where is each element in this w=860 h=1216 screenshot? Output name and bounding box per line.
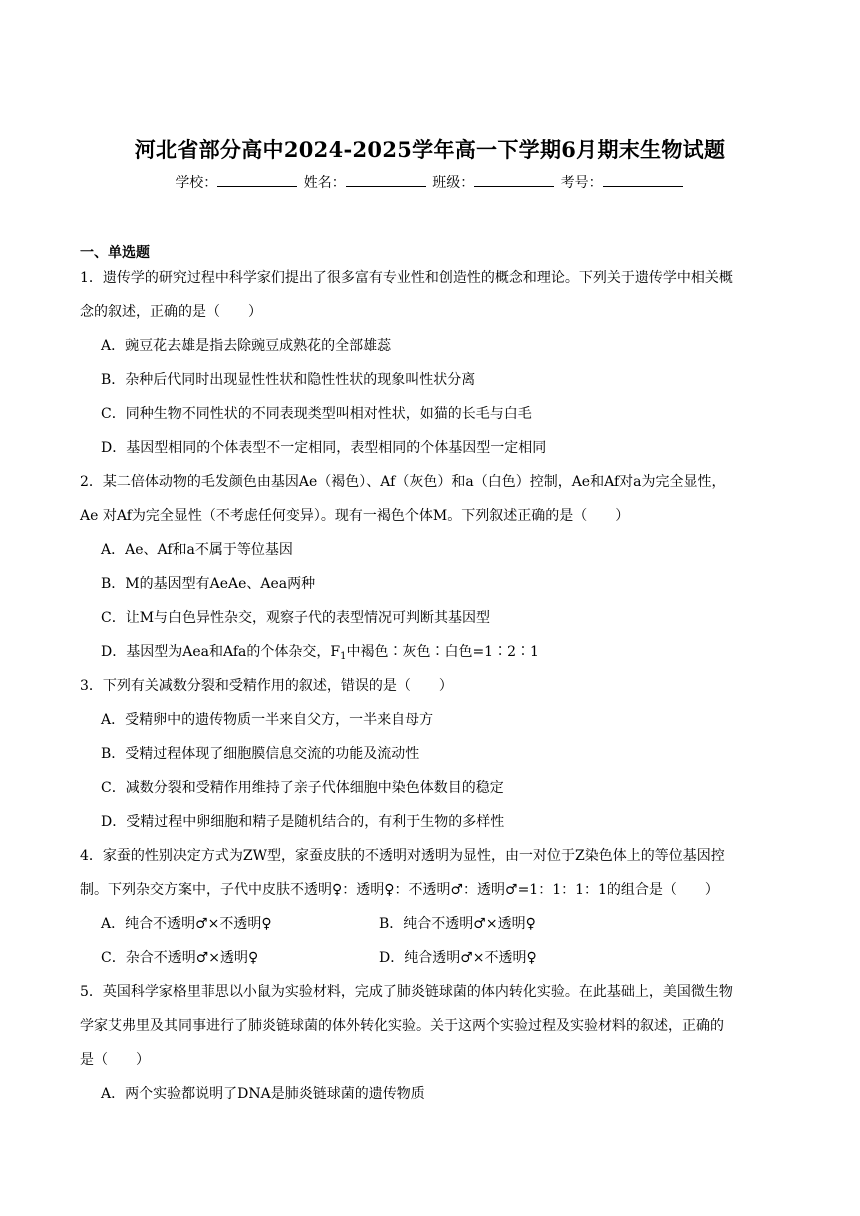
- q4-option-b: B．纯合不透明♂×透明♀: [379, 916, 536, 932]
- q2-option-d-text: D．基因型为Aea和Afa的个体杂交，F: [101, 644, 341, 660]
- q4-stem-line2: 制。下列杂交方案中，子代中皮肤不透明♀：透明♀：不透明♂：透明♂=1：1：1：1的组合是（ ）: [80, 882, 719, 898]
- school-label: 学校：: [175, 175, 218, 191]
- exam-no-label: 考号：: [560, 175, 603, 191]
- q5-stem-line1: 5．英国科学家格里菲思以小鼠为实验材料，完成了肺炎链球菌的体内转化实验。在此基础上，美国微生物: [80, 984, 733, 1000]
- q1-option-c: C．同种生物不同性状的不同表现类型叫相对性状，如猫的长毛与白毛: [101, 406, 532, 422]
- q3-option-c: C．减数分裂和受精作用维持了亲子代体细胞中染色体数目的稳定: [101, 780, 504, 796]
- q2-stem-line2: Ae 对Af为完全显性（不考虑任何变异）。现有一褐色个体M。下列叙述正确的是（ ）: [80, 508, 630, 524]
- q5-stem-line2: 学家艾弗里及其同事进行了肺炎链球菌的体外转化实验。关于这两个实验过程及实验材料的叙述，正确的: [80, 1018, 724, 1034]
- q2-option-d: [101, 642, 539, 667]
- exam-no-blank[interactable]: [603, 173, 683, 187]
- school-blank[interactable]: [217, 173, 297, 187]
- name-label: 姓名：: [303, 175, 346, 191]
- q4-stem-line1: 4．家蚕的性别决定方式为ZW型，家蚕皮肤的不透明对透明为显性，由一对位于Z染色体上的等位基因控: [80, 848, 725, 864]
- class-blank[interactable]: [474, 173, 554, 187]
- q2-option-c: C．让M与白色异性杂交，观察子代的表型情况可判断其基因型: [101, 610, 491, 626]
- q3-option-d: D．受精过程中卵细胞和精子是随机结合的，有利于生物的多样性: [101, 814, 505, 830]
- q2-stem-line1: 2．某二倍体动物的毛发颜色由基因Ae（褐色）、Af（灰色）和a（白色）控制，Ae和Af对a为完全显性，: [80, 474, 726, 490]
- q5-stem-line3: 是（ ）: [80, 1052, 150, 1068]
- name-blank[interactable]: [346, 173, 426, 187]
- q2-option-d-ratio: 中褐色∶灰色∶白色=1∶2∶1: [346, 644, 539, 660]
- q4-option-a: A．纯合不透明♂×不透明♀: [101, 916, 272, 932]
- q1-option-d: D．基因型相同的个体表型不一定相同，表型相同的个体基因型一定相同: [101, 440, 547, 456]
- q3-stem-line1: 3．下列有关减数分裂和受精作用的叙述，错误的是（ ）: [80, 678, 453, 694]
- q4-option-d: D．纯合透明♂×不透明♀: [379, 950, 537, 966]
- q1-option-a: A．豌豆花去雄是指去除豌豆成熟花的全部雄蕊: [101, 338, 392, 354]
- q1-option-b: B．杂种后代同时出现显性性状和隐性性状的现象叫性状分离: [101, 372, 476, 388]
- q1-stem-line2: 念的叙述，正确的是（ ）: [80, 304, 262, 320]
- student-info-line: [0, 172, 860, 192]
- class-label: 班级：: [432, 175, 475, 191]
- q3-option-b: B．受精过程体现了细胞膜信息交流的功能及流动性: [101, 746, 420, 762]
- q2-option-a: A．Ae、Af和a不属于等位基因: [101, 542, 293, 558]
- section-heading: 一、单选题: [80, 245, 150, 261]
- q4-option-c: C．杂合不透明♂×透明♀: [101, 950, 259, 966]
- q2-option-b: B．M的基因型有AeAe、Aea两种: [101, 576, 316, 592]
- q5-option-a: A．两个实验都说明了DNA是肺炎链球菌的遗传物质: [101, 1086, 425, 1102]
- q3-option-a: A．受精卵中的遗传物质一半来自父方，一半来自母方: [101, 712, 434, 728]
- q2-option-d-subscript: 1: [340, 651, 347, 662]
- page-title: 河北省部分高中2024-2025学年高一下学期6月期末生物试题: [134, 137, 726, 162]
- q1-stem-line1: 1．遗传学的研究过程中科学家们提出了很多富有专业性和创造性的概念和理论。下列关于遗传学中相关概: [80, 270, 733, 286]
